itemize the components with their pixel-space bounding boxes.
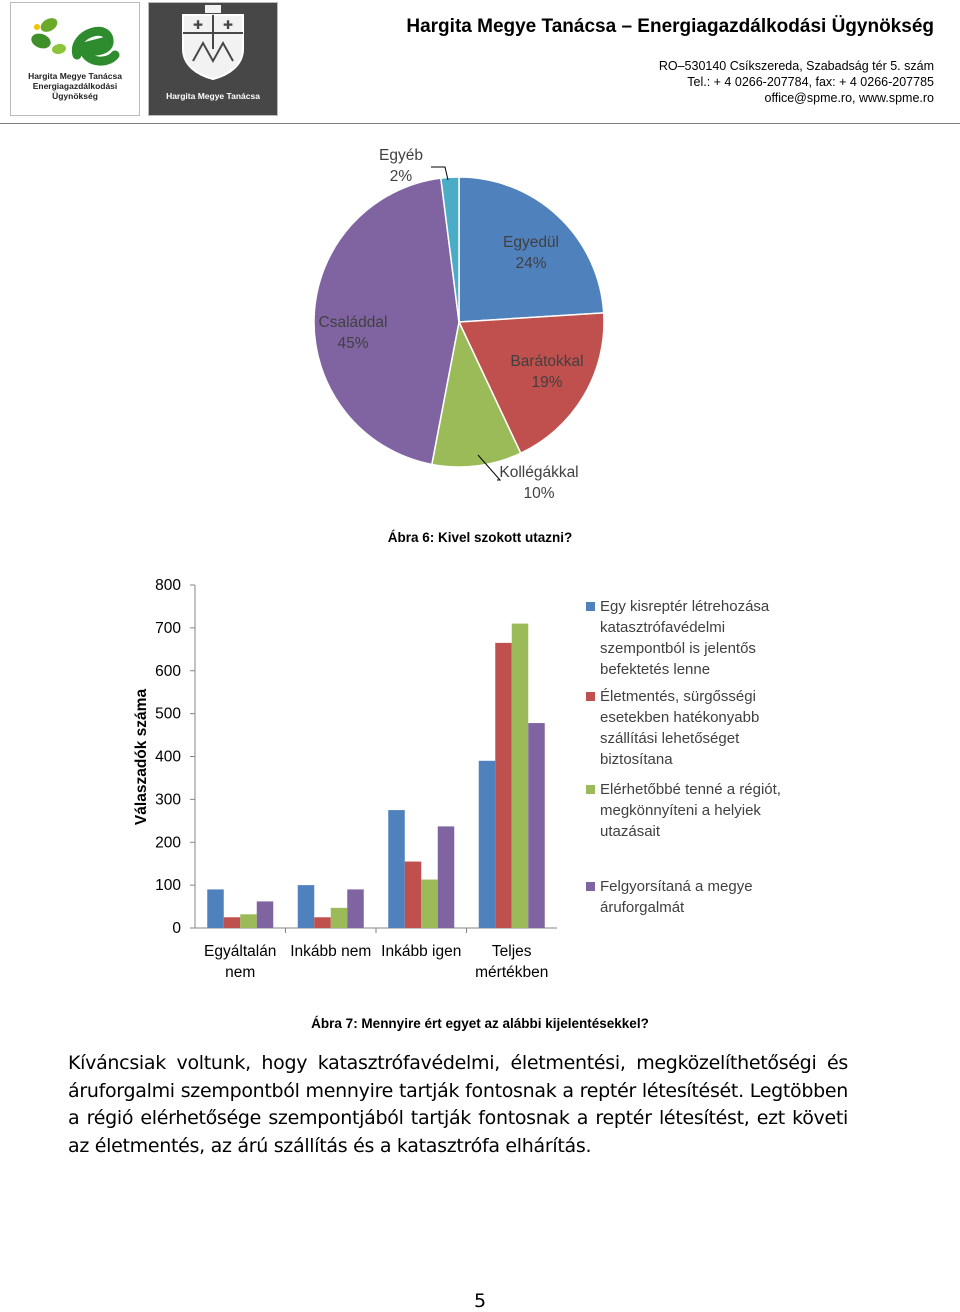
bar-s3-c3 — [421, 880, 438, 928]
agency-logo-caption — [11, 71, 139, 101]
y-tick-label-500: 500 — [155, 705, 181, 723]
pie-label-pct-3: 10% — [523, 485, 555, 502]
y-tick-label-400: 400 — [155, 748, 181, 766]
bar-s2-c1 — [224, 917, 241, 928]
header-web: office@spme.ro, www.spme.ro — [764, 91, 934, 105]
bar-s4-c1 — [257, 901, 274, 928]
bar-s2-c4 — [495, 643, 512, 928]
legend-swatch — [586, 602, 595, 611]
bar-s3-c2 — [331, 908, 348, 928]
bar-s3-c4 — [512, 624, 529, 928]
svg-text:✚: ✚ — [222, 18, 234, 32]
figure-6-caption: Ábra 6: Kivel szokott utazni? — [387, 530, 573, 545]
header-address: RO–530140 Csíkszereda, Szabadság tér 5. szám — [658, 59, 934, 73]
header-phone: Tel.: + 4 0266-207784, fax: + 4 0266-207785 — [687, 75, 934, 89]
legend-label: Egy kisreptér létrehozása katasztrófavédelmi szempontból is jelentős befektetés lenne — [600, 598, 770, 678]
pie-label-name-5: Egyéb — [379, 147, 423, 164]
pie-label-pct-5: 2% — [389, 168, 413, 185]
header-divider — [0, 123, 960, 124]
page-number: 5 — [473, 1290, 487, 1312]
pie-label-pct-1: 24% — [515, 255, 547, 272]
page-header — [0, 0, 960, 125]
y-tick-label-200: 200 — [155, 834, 181, 852]
x-category-label-1: nem — [225, 964, 256, 981]
body-paragraph: Kíváncsiak voltunk, hogy katasztrófavédelmi, életmentési, megközelíthetőségi és áruforgalmi szempontból mennyire tartják fontosnak a reptér létesítését. Legtöbben a régió elérhetősége szempontjából tartják fontosnak a reptér létesítést, ezt követi az életmentés, az árú szállítás és a katasztrófa elhárítás. — [68, 1052, 848, 1157]
pie-label-pct-4: 45% — [337, 335, 369, 352]
legend-label: Felgyorsítaná a megye áruforgalmát — [600, 878, 753, 916]
bar-s1-c2 — [298, 885, 315, 928]
bar-s1-c3 — [388, 810, 405, 928]
bar-s4-c2 — [347, 889, 364, 928]
header-contact — [659, 58, 934, 106]
agency-logo — [10, 2, 140, 116]
pie-label-name-3: Kollégákkal — [499, 464, 579, 481]
legend-label: Életmentés, sürgősségi esetekben hatékonyabb szállítási lehetőséget biztosítana — [600, 688, 760, 768]
y-tick-label-300: 300 — [155, 791, 181, 809]
x-category-label-1: Egyáltalán — [204, 943, 277, 960]
bar-s4-c3 — [438, 826, 455, 928]
y-tick-label-700: 700 — [155, 619, 181, 637]
pie-label-name-2: Barátokkal — [510, 353, 584, 370]
y-tick-label-800: 800 — [155, 577, 181, 594]
legend-swatch — [586, 785, 595, 794]
pie-label-pct-2: 19% — [531, 374, 563, 391]
bar-s2-c2 — [314, 917, 331, 928]
bar-s2-c3 — [405, 862, 422, 928]
y-axis-label: Válaszadók száma — [133, 688, 150, 826]
agency-logo-line-1: Hargita Megye Tanácsa — [28, 71, 122, 81]
bar-s4-c4 — [528, 723, 545, 928]
bar-chart — [0, 570, 580, 990]
y-tick-label-100: 100 — [155, 877, 181, 895]
figure-7-caption: Ábra 7: Mennyire ért egyet az alábbi kijelentésekkel? — [311, 1016, 649, 1031]
agency-logo-line-2: Energiagazdálkodási Ügynökség — [32, 81, 118, 101]
header-title: Hargita Megye Tanácsa – Energiagazdálkodási Ügynökség — [406, 16, 934, 37]
x-category-label-4: Teljes — [491, 943, 532, 960]
coat-of-arms-icon — [149, 3, 277, 83]
y-tick-label-600: 600 — [155, 662, 181, 680]
svg-text:✚: ✚ — [192, 18, 204, 32]
legend-swatch — [586, 692, 595, 701]
pie-label-name-4: Családdal — [318, 314, 388, 331]
y-tick-label-0: 0 — [172, 920, 181, 937]
x-category-label-2: Inkább nem — [290, 943, 372, 960]
council-logo — [148, 2, 278, 116]
bar-s1-c1 — [207, 889, 224, 928]
pie-label-name-1: Egyedül — [502, 234, 560, 251]
bar-s1-c4 — [479, 761, 496, 928]
x-category-label-3: Inkább igen — [381, 943, 462, 960]
bar-s3-c1 — [240, 914, 257, 928]
council-logo-caption: Hargita Megye Tanácsa — [166, 91, 260, 101]
x-category-label-4: mértékben — [475, 964, 549, 981]
legend-swatch — [586, 882, 595, 891]
legend-label: Elérhetőbbé tenné a régiót, megkönnyíteni a helyiek utazásait — [600, 781, 781, 840]
